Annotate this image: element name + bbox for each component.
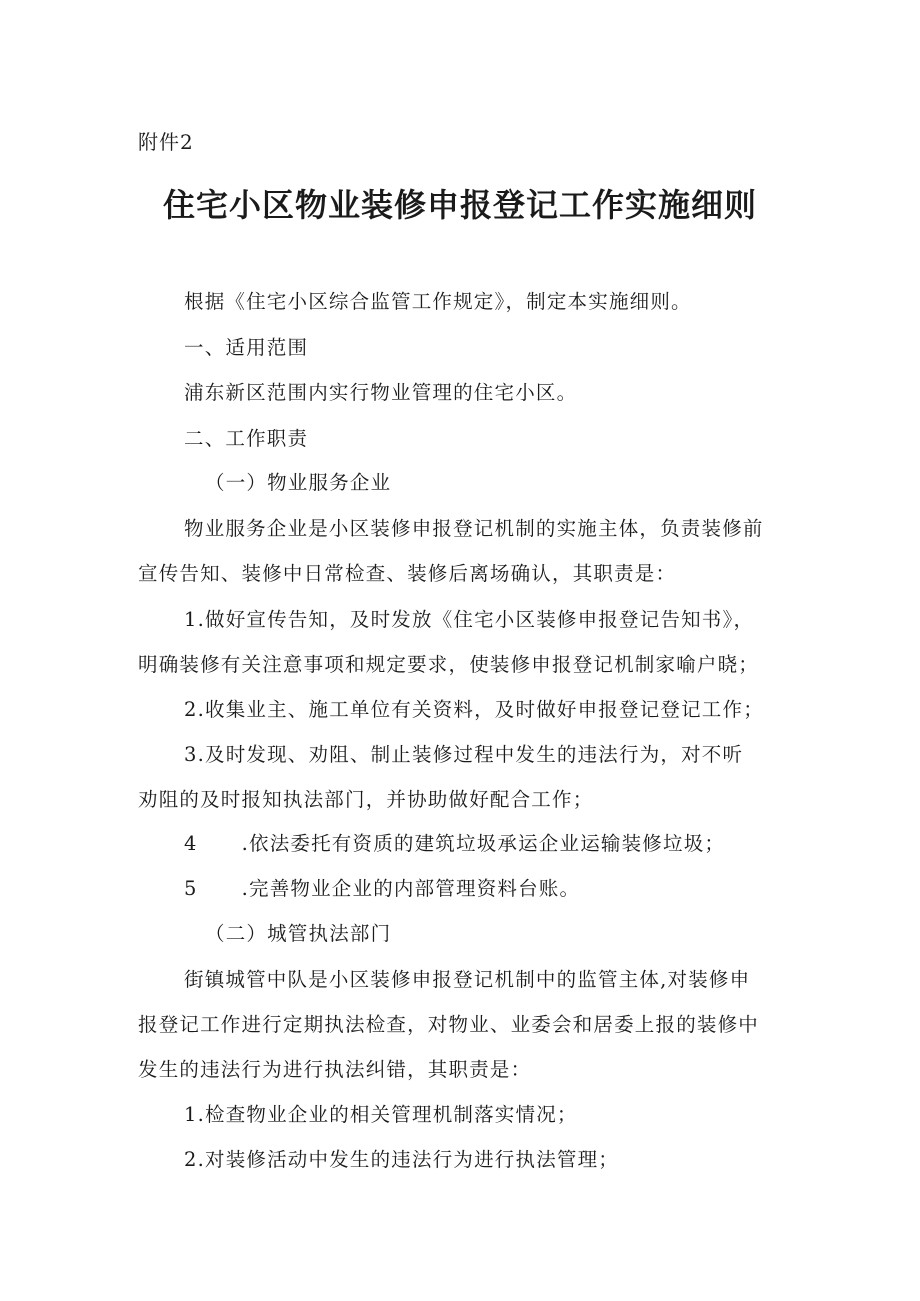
sub1-heading: （一）物业服务企业 xyxy=(205,471,392,494)
sub2-paragraph-line3: 发生的违法行为进行执法纠错，其职责是： xyxy=(138,1058,532,1081)
sub1-paragraph-line2: 宣传告知、装修中日常检查、装修后离场确认，其职责是： xyxy=(138,562,677,585)
intro-paragraph: 根据《住宅小区综合监管工作规定》，制定本实施细则。 xyxy=(184,290,692,313)
sub1-item3-line1: 3.及时发现、劝阻、制止装修过程中发生的违法行为，对不听 xyxy=(184,743,744,766)
sub2-heading: （二）城管执法部门 xyxy=(205,922,392,945)
sub1-paragraph-line1: 物业服务企业是小区装修申报登记机制的实施主体，负责装修前 xyxy=(184,517,764,540)
sub1-item4 xyxy=(184,831,725,857)
sub1-item4-text: .依法委托有资质的建筑垃圾承运企业运输装修垃圾； xyxy=(241,832,726,855)
sub2-item2: 2.对装修活动中发生的违法行为进行执法管理； xyxy=(184,1148,620,1171)
sub1-item5-text: .完善物业企业的内部管理资料台账。 xyxy=(241,877,581,900)
sub1-item5-number: 5 xyxy=(184,877,198,900)
sub2-paragraph-line2: 报登记工作进行定期执法检查，对物业、业委会和居委上报的装修中 xyxy=(138,1013,760,1036)
section1-heading: 一、适用范围 xyxy=(184,336,309,359)
sub1-item1-line2: 明确装修有关注意事项和规定要求，使装修申报登记机制家喻户晓； xyxy=(138,653,760,676)
section2-heading: 二、工作职责 xyxy=(184,427,309,450)
sub2-item1: 1.检查物业企业的相关管理机制落实情况； xyxy=(184,1103,578,1126)
sub2-paragraph-line1: 街镇城管中队是小区装修申报登记机制中的监管主体,对装修申 xyxy=(184,968,751,991)
sub1-item2: 2.收集业主、施工单位有关资料，及时做好申报登记登记工作； xyxy=(184,698,764,721)
sub1-item5 xyxy=(184,876,580,902)
document-title: 住宅小区物业装修申报登记工作实施细则 xyxy=(162,186,757,224)
sub1-item3-line2: 劝阻的及时报知执法部门，并协助做好配合工作； xyxy=(138,788,594,811)
sub1-item4-number: 4 xyxy=(184,832,198,855)
section1-body: 浦东新区范围内实行物业管理的住宅小区。 xyxy=(184,381,578,404)
attachment-label: 附件2 xyxy=(138,130,194,154)
sub1-item1-line1: 1.做好宣传告知，及时发放《住宅小区装修申报登记告知书》， xyxy=(184,608,755,631)
